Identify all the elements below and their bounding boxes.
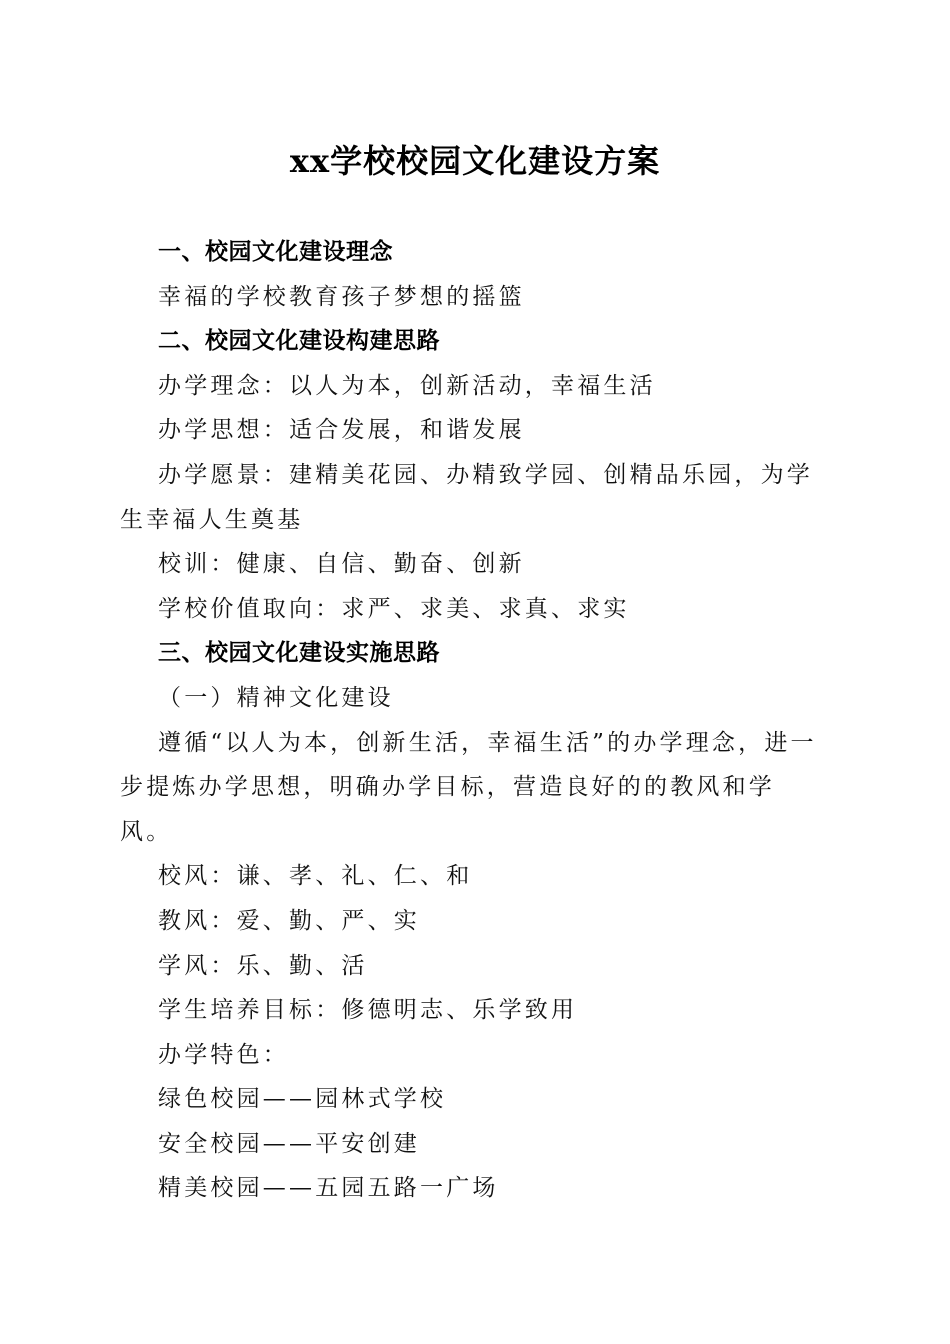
paragraph-school-thought: 办学思想：适合发展，和谐发展: [158, 417, 525, 444]
document-body: [120, 230, 825, 1211]
paragraph-school-motto: 校训：健康、自信、勤奋、创新: [158, 551, 525, 578]
paragraph-spiritual-culture: 遵循“以人为本，创新生活，幸福生活”的办学理念，进一步提炼办学思想，明确办学目标，营造良好的的教风和学风。: [120, 729, 817, 845]
paragraph-philosophy: 幸福的学校教育孩子梦想的摇篮: [158, 283, 525, 310]
paragraph-study-style: 学风：乐、勤、活: [158, 952, 368, 979]
subsection-heading-spiritual: （一）精神文化建设: [158, 684, 394, 711]
paragraph-school-style: 校风：谦、孝、礼、仁、和: [158, 863, 473, 890]
paragraph-teaching-style: 教风：爱、勤、严、实: [158, 907, 420, 934]
paragraph-green-campus: 绿色校园——园林式学校: [158, 1086, 447, 1113]
paragraph-safe-campus: 安全校园——平安创建: [158, 1130, 420, 1157]
section-heading-2: 二、校园文化建设构建思路: [158, 328, 440, 355]
paragraph-student-goal: 学生培养目标：修德明志、乐学致用: [158, 997, 578, 1024]
section-heading-3: 三、校园文化建设实施思路: [158, 640, 440, 667]
paragraph-beautiful-campus: 精美校园——五园五路一广场: [158, 1175, 499, 1202]
paragraph-school-philosophy: 办学理念：以人为本，创新活动，幸福生活: [158, 372, 656, 399]
paragraph-school-features: 办学特色：: [158, 1041, 289, 1068]
paragraph-value-orientation: 学校价值取向：求严、求美、求真、求实: [158, 595, 630, 622]
paragraph-school-vision: 办学愿景：建精美花园、办精致学园、创精品乐园，为学生幸福人生奠基: [120, 461, 813, 533]
section-heading-1: 一、校园文化建设理念: [158, 239, 393, 265]
document-title: xx学校校园文化建设方案: [289, 142, 661, 180]
